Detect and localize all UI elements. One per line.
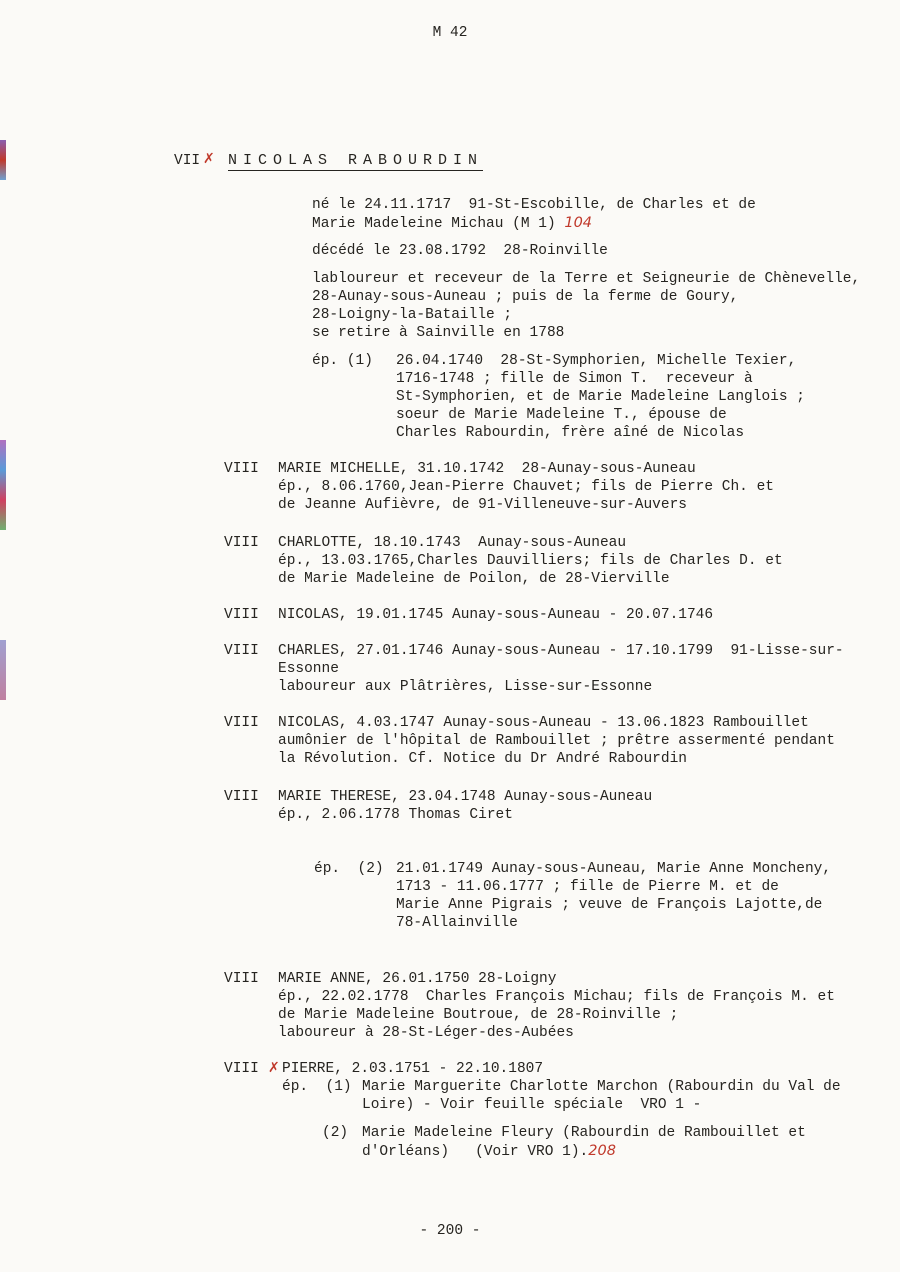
- pierre-generation: VIII: [224, 1061, 259, 1077]
- child-line: CHARLOTTE, 18.10.1743 Aunay-sous-Auneau: [278, 535, 627, 551]
- scan-edge-mark: [0, 140, 6, 180]
- child-line: de Marie Madeleine de Poilon, de 28-Vierville: [278, 571, 670, 587]
- child-line: NICOLAS, 19.01.1745 Aunay-sous-Auneau - 20.07.1746: [278, 607, 714, 623]
- birth-line-2: Marie Madeleine Michau (M 1) 104: [312, 215, 593, 232]
- cross-mark-icon: ✗: [203, 151, 215, 167]
- child-line: de Jeanne Aufièvre, de 91-Villeneuve-sur-Auvers: [278, 497, 687, 513]
- scan-edge-mark: [0, 440, 6, 530]
- child-line: aumônier de l'hôpital de Rambouillet ; prêtre assermenté pendant: [278, 733, 835, 749]
- page-number: - 200 -: [419, 1223, 481, 1239]
- pierre-m1-label: ép. (1): [282, 1079, 352, 1095]
- child-line: ép., 22.02.1778 Charles François Michau; fils de François M. et: [278, 989, 835, 1005]
- page-code: M 42: [432, 25, 468, 41]
- marriage1-line: soeur de Marie Madeleine T., épouse de: [396, 407, 727, 423]
- marriage2-line: 78-Allainville: [396, 915, 518, 931]
- child-line: Essonne: [278, 661, 339, 677]
- pierre-line: PIERRE, 2.03.1751 - 22.10.1807: [282, 1061, 544, 1077]
- marriage1-line: Charles Rabourdin, frère aîné de Nicolas: [396, 425, 745, 441]
- death-line: décédé le 23.08.1792 28-Roinville: [312, 243, 608, 259]
- occupation-line-4: se retire à Sainville en 1788: [312, 325, 565, 341]
- occupation-line-1: labloureur et receveur de la Terre et Seigneurie de Chènevelle,: [312, 271, 861, 287]
- child-line: ép., 8.06.1760,Jean-Pierre Chauvet; fils de Pierre Ch. et: [278, 479, 774, 495]
- child-line: laboureur à 28-St-Léger-des-Aubées: [278, 1025, 574, 1041]
- child-line: NICOLAS, 4.03.1747 Aunay-sous-Auneau - 13.06.1823 Rambouillet: [278, 715, 809, 731]
- child-line: MARIE THERESE, 23.04.1748 Aunay-sous-Auneau: [278, 789, 653, 805]
- child-generation: VIII: [224, 789, 259, 805]
- marriage2-line: 21.01.1749 Aunay-sous-Auneau, Marie Anne Moncheny,: [396, 861, 832, 877]
- child-line: ép., 2.06.1778 Thomas Ciret: [278, 807, 513, 823]
- marriage1-line: St-Symphorien, et de Marie Madeleine Langlois ;: [396, 389, 805, 405]
- child-generation: VIII: [224, 643, 259, 659]
- occupation-line-3: 28-Loigny-la-Bataille ;: [312, 307, 513, 323]
- pierre-m2-line: Marie Madeleine Fleury (Rabourdin de Rambouillet et: [362, 1125, 806, 1141]
- marriage1-line: 1716-1748 ; fille de Simon T. receveur à: [396, 371, 753, 387]
- marriage2-label: ép. (2): [314, 861, 384, 877]
- pierre-m1-line: Marie Marguerite Charlotte Marchon (Rabourdin du Val de: [362, 1079, 841, 1095]
- child-line: MARIE ANNE, 26.01.1750 28-Loigny: [278, 971, 557, 987]
- child-line: de Marie Madeleine Boutroue, de 28-Roinville ;: [278, 1007, 679, 1023]
- pierre-m2-annotation: 208: [588, 1143, 616, 1159]
- child-line: ép., 13.03.1765,Charles Dauvilliers; fils de Charles D. et: [278, 553, 783, 569]
- child-generation: VIII: [224, 971, 259, 987]
- marriage2-line: Marie Anne Pigrais ; veuve de François Lajotte,de: [396, 897, 823, 913]
- child-line: la Révolution. Cf. Notice du Dr André Rabourdin: [278, 751, 687, 767]
- child-line: CHARLES, 27.01.1746 Aunay-sous-Auneau - 17.10.1799 91-Lisse-sur-: [278, 643, 844, 659]
- occupation-line-2: 28-Aunay-sous-Auneau ; puis de la ferme de Goury,: [312, 289, 739, 305]
- birth-annotation: 104: [564, 215, 593, 231]
- child-generation: VIII: [224, 535, 259, 551]
- child-generation: VIII: [224, 715, 259, 731]
- child-line: MARIE MICHELLE, 31.10.1742 28-Aunay-sous-Auneau: [278, 461, 696, 477]
- cross-mark-icon: ✗: [268, 1060, 280, 1076]
- birth-line-1: né le 24.11.1717 91-St-Escobille, de Charles et de: [312, 197, 756, 213]
- pierre-m1-line: Loire) - Voir feuille spéciale VRO 1 -: [362, 1097, 702, 1113]
- marriage1-line: 26.04.1740 28-St-Symphorien, Michelle Texier,: [396, 353, 797, 369]
- child-generation: VIII: [224, 461, 259, 477]
- child-line: laboureur aux Plâtrières, Lisse-sur-Essonne: [278, 679, 653, 695]
- child-generation: VIII: [224, 607, 259, 623]
- marriage2-line: 1713 - 11.06.1777 ; fille de Pierre M. et de: [396, 879, 779, 895]
- title-name: NICOLAS RABOURDIN: [228, 152, 484, 169]
- scan-edge-mark: [0, 640, 6, 700]
- title-generation: VII: [174, 153, 201, 169]
- pierre-m2-line: d'Orléans) (Voir VRO 1).208: [362, 1143, 616, 1160]
- marriage1-label: ép. (1): [312, 353, 373, 369]
- pierre-m2-label: (2): [322, 1125, 349, 1141]
